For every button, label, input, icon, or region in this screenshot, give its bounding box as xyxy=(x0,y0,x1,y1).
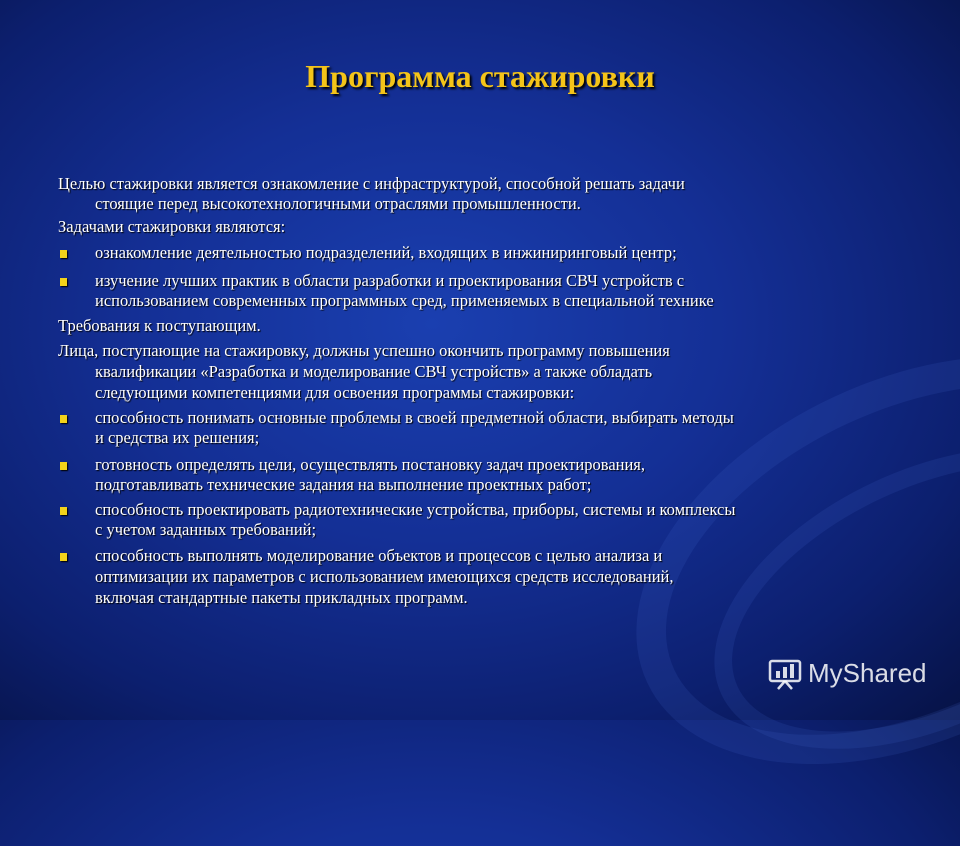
bullet-text-line: ознакомление деятельностью подразделений, входящих в инжиниринговый центр; xyxy=(95,243,677,262)
bullet-text-line: изучение лучших практик в области разработки и проектирования СВЧ устройств с xyxy=(95,271,685,290)
bullet-text-line: и средства их решения; xyxy=(95,428,260,447)
bullet-text-line: использованием современных программных сред, применяемых в специальной технике xyxy=(95,291,714,310)
bullet-icon xyxy=(60,278,67,286)
bullet-text-line: способность выполнять моделирование объектов и процессов с целью анализа и xyxy=(95,546,663,565)
bullet-text-line: подготавливать технические задания на выполнение проектных работ; xyxy=(95,475,592,494)
bullet-icon xyxy=(60,415,67,423)
paragraph-text-line: Целью стажировки является ознакомление с инфраструктурой, способной решать задачи xyxy=(58,174,685,193)
bullet-text-line: с учетом заданных требований; xyxy=(95,520,317,539)
paragraph-text-line: квалификации «Разработка и моделирование СВЧ устройств» а также обладать xyxy=(95,362,653,381)
paragraph-text-line: следующими компетенциями для освоения программы стажировки: xyxy=(95,383,575,402)
paragraph-text-line: Лица, поступающие на стажировку, должны успешно окончить программу повышения xyxy=(58,341,670,360)
myshared-logo-icon xyxy=(768,656,802,690)
slide-title: Программа стажировки xyxy=(305,58,655,94)
bullet-text-line: способность проектировать радиотехнические устройства, приборы, системы и комплексы xyxy=(95,500,736,519)
paragraph-text-line: стоящие перед высокотехнологичными отраслями промышленности. xyxy=(95,194,581,213)
bullet-icon xyxy=(60,553,67,561)
paragraph-text-line: Задачами стажировки являются: xyxy=(58,217,286,236)
watermark-logo xyxy=(768,656,927,690)
bullet-icon xyxy=(60,462,67,470)
watermark-text: MyShared xyxy=(808,657,927,688)
bullet-icon xyxy=(60,250,67,258)
paragraph-text-line: Требования к поступающим. xyxy=(58,316,261,335)
bullet-text-line: оптимизации их параметров с использованием имеющихся средств исследований, xyxy=(95,567,674,586)
bullet-text-line: включая стандартные пакеты прикладных программ. xyxy=(95,588,468,607)
bullet-icon xyxy=(60,507,67,515)
bullet-text-line: способность понимать основные проблемы в своей предметной области, выбирать методы xyxy=(95,408,734,427)
bullet-text-line: готовность определять цели, осуществлять постановку задач проектирования, xyxy=(95,455,646,474)
